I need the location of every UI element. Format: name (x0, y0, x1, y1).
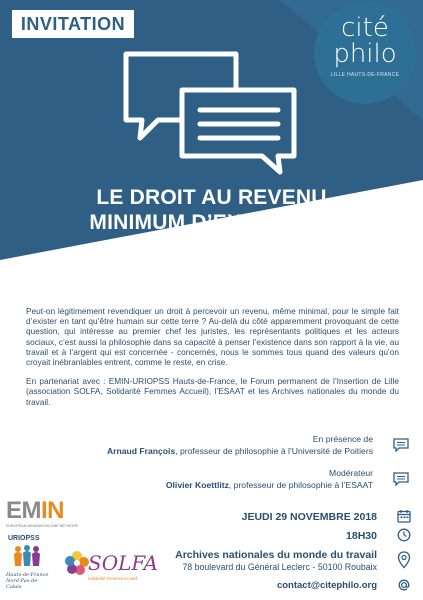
solfa-flower-icon (64, 550, 90, 576)
moderator-role: , professeur de philosophie à l’ESAAT (228, 480, 373, 490)
clock-icon (397, 528, 411, 542)
event-address: 78 boulevard du Général Leclerc - 50100 Roubaix (182, 562, 377, 572)
speaker-line (107, 446, 373, 457)
location-pin-icon (397, 551, 411, 569)
partner-logos (0, 490, 160, 600)
uriopss-figures-icon (10, 544, 44, 570)
speaker-name: Arnaud François (106, 446, 176, 456)
event-date: JEUDI 29 NOVEMBRE 2018 (241, 511, 377, 523)
at-sign-icon (397, 578, 411, 592)
logo-text-line2: philo (333, 39, 397, 69)
citephilo-logo (314, 2, 416, 104)
event-title (0, 185, 423, 260)
emin-logo-in: IN (41, 497, 64, 524)
solfa-logo: SOLFA (88, 551, 158, 575)
hero-banner (0, 0, 423, 290)
title-line-3: EN QUESTION (138, 236, 285, 259)
uriopss-label: URIOPSS (8, 535, 40, 542)
uriopss-subtitle: Hauts-de-France Nord-Pas-de-Calais (6, 572, 49, 590)
title-line-2: MINIMUM D’EXISTENCE (89, 211, 334, 234)
event-time: 18H30 (346, 530, 377, 542)
title-line-1: LE DROIT AU REVENU (96, 186, 327, 209)
speech-bubble-icon (393, 438, 409, 452)
speech-bubble-icon (393, 472, 409, 486)
speaker-role: , professeur de philosophie à l’Université de Poitiers (175, 446, 373, 456)
presence-label: En présence de (312, 434, 373, 444)
description (26, 306, 399, 416)
logo-subtitle: LILLE HAUTS-DE-FRANCE (330, 72, 400, 78)
chat-bubbles-icon (118, 48, 308, 178)
description-paragraph-1: Peut-on légitimement revendiquer un droit à percevoir un revenu, même minimal, pour le simple fait d’exister en tant qu’être humain sur cette terre ? Au-delà du côté apparemment provoquant de cette question, qui intéresse au premier chef les juristes, les représentants politiques et les acteurs sociaux, c’est aussi la philosophie dans sa capacité à penser l’existence dans son rapport à la vie, au travail et à l’argent qui est concernée - concernés, nous le sommes tous quand des valeurs qu’on croyait inébranlables entrent, comme le reste, en crise. (26, 306, 399, 368)
moderator-line (166, 480, 373, 491)
logo-text-line1: cité (341, 13, 389, 43)
description-paragraph-2: En partenariat avec : EMIN-URIOPSS Hauts-de-France, le Forum permanent de l’Insertion de Lille (association SOLFA, Solidarité Femmes Accueil), l’ESAAT et les Archives nationales du monde du travail. (26, 376, 399, 407)
event-venue: Archives nationales du monde du travail (175, 549, 377, 561)
moderator-name: Olivier Koettlitz (165, 480, 229, 490)
emin-logo-e: EM (6, 497, 41, 524)
moderator-label: Modérateur (329, 468, 373, 478)
solfa-subtitle: Solidarité Femmes Accueil (88, 576, 138, 581)
invitation-tag: INVITATION (12, 10, 134, 38)
contact-email[interactable]: contact@citephilo.org (276, 580, 377, 591)
emin-logo (6, 498, 64, 524)
calendar-icon (397, 509, 411, 523)
emin-subtitle: EUROPEAN MINIMUM INCOME NETWORK (6, 524, 79, 528)
